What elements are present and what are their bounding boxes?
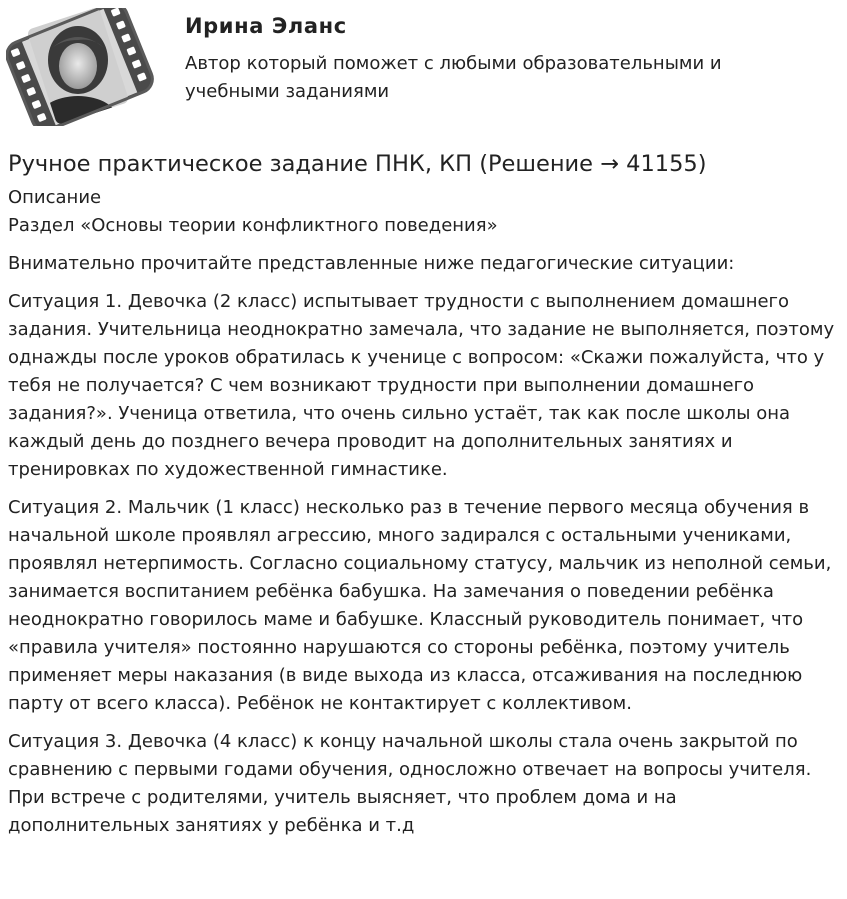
film-strip-photo-icon <box>6 8 154 126</box>
situation-paragraph-1: Ситуация 1. Девочка (2 класс) испытывает трудности с выполнением домашнего задания. Учительница неоднократно замечала, что задание не выполняется, поэтому однажды после уроков обратилась к ученице с вопросом: «Скажи пожалуйста, что у тебя не получается? С чем возникают трудности при выполнении домашнего задания?». Ученица ответила, что очень сильно устаёт, так как после школы она каждый день до позднего вечера проводит на дополнительных занятиях и тренировках по художественной гимнастике. <box>8 291 835 480</box>
situation-paragraph-3: Ситуация 3. Девочка (4 класс) к концу начальной школы стала очень закрытой по сравнению с первыми годами обучения, односложно отвечает на вопросы учителя. При встрече с родителями, учитель выясняет, что проблем дома и на дополнительных занятиях у ребёнка и т.д <box>8 731 812 836</box>
author-header <box>0 0 847 140</box>
description-label: Описание <box>8 187 102 208</box>
avatar <box>6 8 154 126</box>
intro-paragraph: Внимательно прочитайте представленные ниже педагогические ситуации: <box>8 253 735 274</box>
author-description: Автор который поможет с любыми образовательными и учебными заданиями <box>185 53 722 102</box>
document-title: Ручное практическое задание ПНК, КП (Решение → 41155) <box>8 151 707 177</box>
situation-paragraph-2: Ситуация 2. Мальчик (1 класс) несколько раз в течение первого месяца обучения в начальной школе проявлял агрессию, много задирался с остальными учениками, проявлял нетерпимость. Согласно социальному статусу, мальчик из неполной семьи, занимается воспитанием ребёнка бабушка. На замечания о поведении ребёнка неоднократно говорилось маме и бабушке. Классный руководитель понимает, что «правила учителя» постоянно нарушаются со стороны ребёнка, поэтому учитель применяет меры наказания (в виде выхода из класса, отсаживания на последнюю парту от всего класса). Ребёнок не контактирует с коллективом. <box>8 497 832 714</box>
section-title: Раздел «Основы теории конфликтного поведения» <box>8 215 498 236</box>
author-name[interactable]: Ирина Эланс <box>185 14 347 38</box>
document-content <box>8 146 840 840</box>
